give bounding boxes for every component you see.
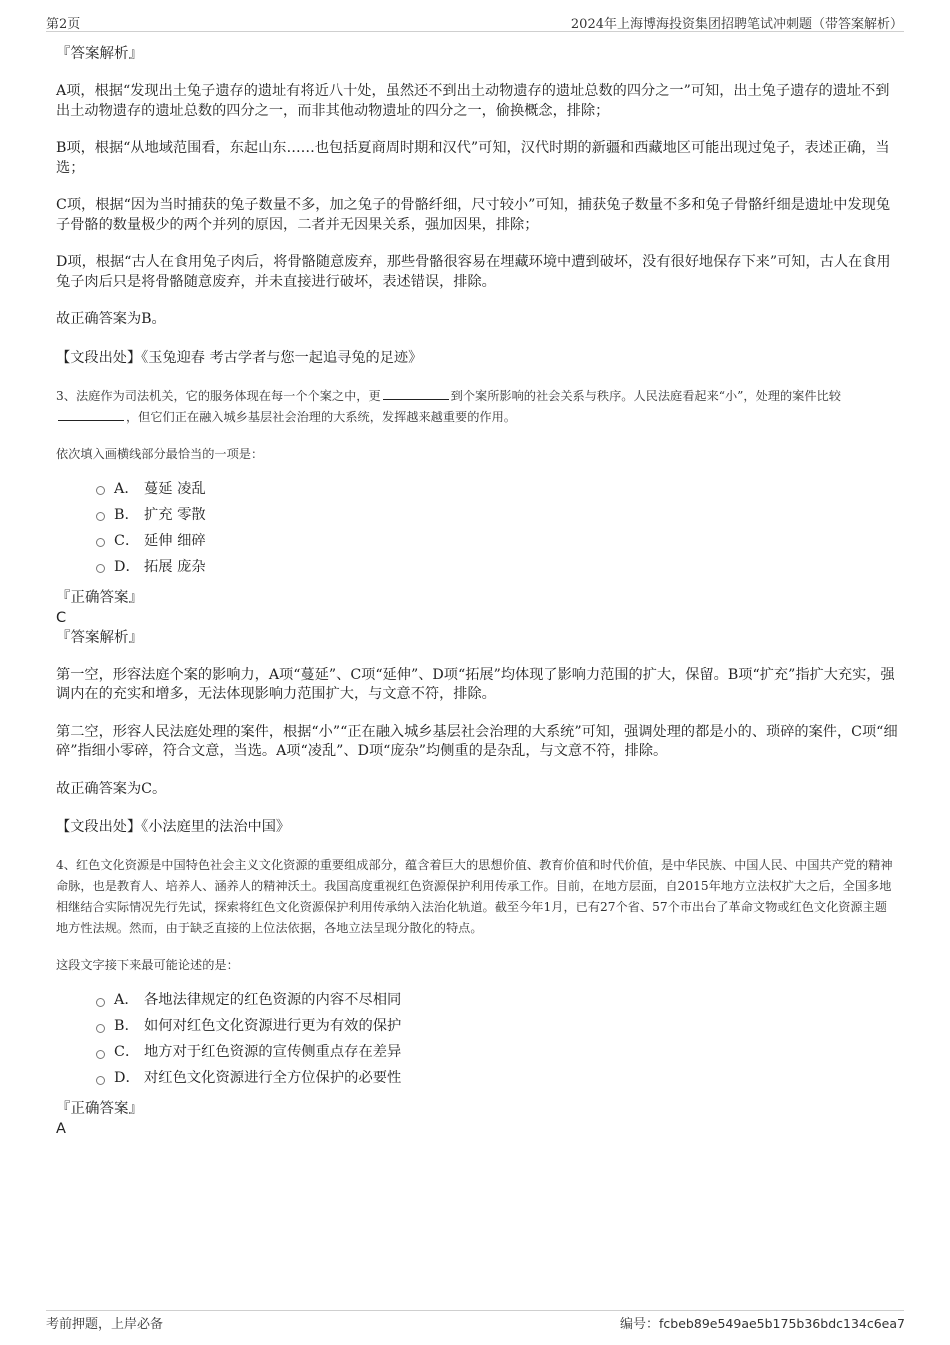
page-header bbox=[0, 0, 950, 34]
question-3-text bbox=[56, 386, 898, 428]
option-text: 扩充 零散 bbox=[144, 506, 206, 523]
document-title: 2024年上海博海投资集团招聘笔试冲刺题（带答案解析） bbox=[570, 17, 903, 32]
radio-icon[interactable] bbox=[96, 486, 105, 495]
option-letter: D． bbox=[114, 1070, 140, 1086]
footer-divider bbox=[46, 1310, 904, 1311]
option-letter: C． bbox=[114, 1044, 140, 1060]
option-letter: B. bbox=[114, 1018, 130, 1034]
option-letter: B. bbox=[114, 506, 130, 523]
radio-icon[interactable] bbox=[96, 998, 105, 1007]
question-text-part: ，但它们正在融入城乡基层社会治理的大系统，发挥越来越重要的作用。 bbox=[126, 409, 516, 424]
question-3-prompt: 依次填入画横线部分最恰当的一项是： bbox=[56, 446, 264, 461]
option-d[interactable] bbox=[96, 554, 898, 580]
analysis-paragraph: 第二空，形容人民法庭处理的案件，根据“小”“正在融入城乡基层社会治理的大系统”可知，强调处理的都是小的、琐碎的案件，C项“细碎”指细小零碎，符合文意，当选。A项“凌乱”、D项“庞杂”均侧重的是杂乱，与文意不符，排除。 bbox=[56, 723, 898, 759]
source-citation: 【文段出处】《小法庭里的法治中国》 bbox=[56, 819, 291, 835]
option-c[interactable] bbox=[96, 1039, 898, 1065]
analysis-paragraph: A项，根据“发现出土兔子遗存的遗址有将近八十处，虽然还不到出土动物遗存的遗址总数的四分之一”可知，出土兔子遗存的遗址不到出土动物遗存的遗址总数的四分之一，而非其他动物遗址的四分之一，偷换概念，排除； bbox=[56, 83, 890, 119]
question-4-prompt: 这段文字接下来最可能论述的是： bbox=[56, 958, 239, 972]
radio-icon[interactable] bbox=[96, 1050, 105, 1059]
correct-answer-label: 『正确答案』 bbox=[56, 1101, 143, 1117]
option-text: 对红色文化资源进行全方位保护的必要性 bbox=[144, 1070, 402, 1086]
code-value: fcbeb89e549ae5b175b36bdc134c6ea7 bbox=[659, 1316, 905, 1331]
page-content bbox=[56, 44, 898, 1139]
option-text: 如何对红色文化资源进行更为有效的保护 bbox=[144, 1018, 402, 1034]
option-text: 延伸 细碎 bbox=[144, 532, 206, 549]
option-text: 地方对于红色资源的宣传侧重点存在差异 bbox=[144, 1044, 402, 1060]
question-4-text: 4、红色文化资源是中国特色社会主义文化资源的重要组成部分，蕴含着巨大的思想价值、教育价值和时代价值，是中华民族、中国人民、中国共产党的精神命脉，也是教育人、培养人、涵养人的精神沃土。我国高度重视红色资源保护利用传承工作。目前，在地方层面，自2015年地方立法权扩大之后，全国多地相继结合实际情况先行先试，探索将红色文化资源保护利用传承纳入法治化轨道。截至今年1月，已有27个省、57个市出台了革命文物或红色文化资源主题地方性法规。然而，由于缺乏直接的上位法依据，各地立法呈现分散化的特点。 bbox=[56, 858, 893, 935]
question-4-options bbox=[96, 987, 898, 1091]
analysis-paragraph: B项，根据“从地域范围看，东起山东……也包括夏商周时期和汉代”可知，汉代时期的新疆和西藏地区可能出现过兔子，表述正确，当选； bbox=[56, 140, 890, 176]
correct-answer: A bbox=[56, 1121, 66, 1137]
option-text: 各地法律规定的红色资源的内容不尽相同 bbox=[144, 992, 402, 1008]
conclusion: 故正确答案为B。 bbox=[56, 311, 166, 327]
radio-icon[interactable] bbox=[96, 538, 105, 547]
radio-icon[interactable] bbox=[96, 512, 105, 521]
option-a[interactable] bbox=[96, 476, 898, 502]
question-3-options bbox=[96, 476, 898, 580]
analysis-label: 『答案解析』 bbox=[56, 629, 143, 646]
analysis-paragraph: D项，根据“古人在食用兔子肉后，将骨骼随意废弃，那些骨骼很容易在埋藏环境中遭到破坏，没有很好地保存下来”可知，古人在食用兔子肉后只是将骨骼随意废弃，并未直接进行破坏，表述错误，排除。 bbox=[56, 254, 891, 290]
question-text-part: 到个案所影响的社会关系与秩序。人民法庭看起来“小”，处理的案件比较 bbox=[450, 388, 841, 403]
source-citation: 【文段出处】《玉兔迎春 考古学者与您一起追寻兔的足迹》 bbox=[56, 349, 423, 366]
radio-icon[interactable] bbox=[96, 564, 105, 573]
page-number: 第2页 bbox=[46, 17, 81, 32]
option-letter: D． bbox=[114, 558, 140, 575]
option-c[interactable] bbox=[96, 528, 898, 554]
footer-slogan: 考前押题，上岸必备 bbox=[46, 1317, 164, 1332]
analysis-label: 『答案解析』 bbox=[56, 46, 143, 62]
option-b[interactable] bbox=[96, 502, 898, 528]
conclusion: 故正确答案为C。 bbox=[56, 780, 167, 797]
analysis-paragraph: 第一空，形容法庭个案的影响力，A项“蔓延”、C项“延伸”、D项“拓展”均体现了影响力范围的扩大，保留。B项“扩充”指扩大充实，强调内在的充实和增多，无法体现影响力范围扩大，与文意不符，排除。 bbox=[56, 666, 895, 702]
option-letter: A． bbox=[114, 480, 139, 497]
fill-blank-1 bbox=[383, 386, 449, 400]
option-d[interactable] bbox=[96, 1065, 898, 1091]
correct-answer-label: 『正确答案』 bbox=[56, 589, 143, 606]
option-letter: C． bbox=[114, 532, 140, 549]
option-b[interactable] bbox=[96, 1013, 898, 1039]
option-text: 蔓延 凌乱 bbox=[144, 480, 206, 497]
radio-icon[interactable] bbox=[96, 1024, 105, 1033]
option-letter: A． bbox=[114, 992, 139, 1008]
question-text-part: 3、法庭作为司法机关，它的服务体现在每一个个案之中，更 bbox=[56, 388, 381, 403]
option-a[interactable] bbox=[96, 987, 898, 1013]
fill-blank-2 bbox=[58, 407, 124, 421]
analysis-paragraph: C项，根据“因为当时捕获的兔子数量不多，加之兔子的骨骼纤细，尺寸较小”可知，捕获兔子数量不多和兔子骨骼纤细是遗址中发现兔子骨骼的数量极少的两个并列的原因，二者并无因果关系，强加因果，排除； bbox=[56, 197, 891, 233]
code-label: 编号： bbox=[620, 1317, 660, 1332]
header-divider bbox=[46, 31, 904, 32]
radio-icon[interactable] bbox=[96, 1076, 105, 1085]
option-text: 拓展 庞杂 bbox=[144, 558, 206, 575]
correct-answer: C bbox=[56, 609, 67, 626]
document-code bbox=[620, 1313, 905, 1332]
